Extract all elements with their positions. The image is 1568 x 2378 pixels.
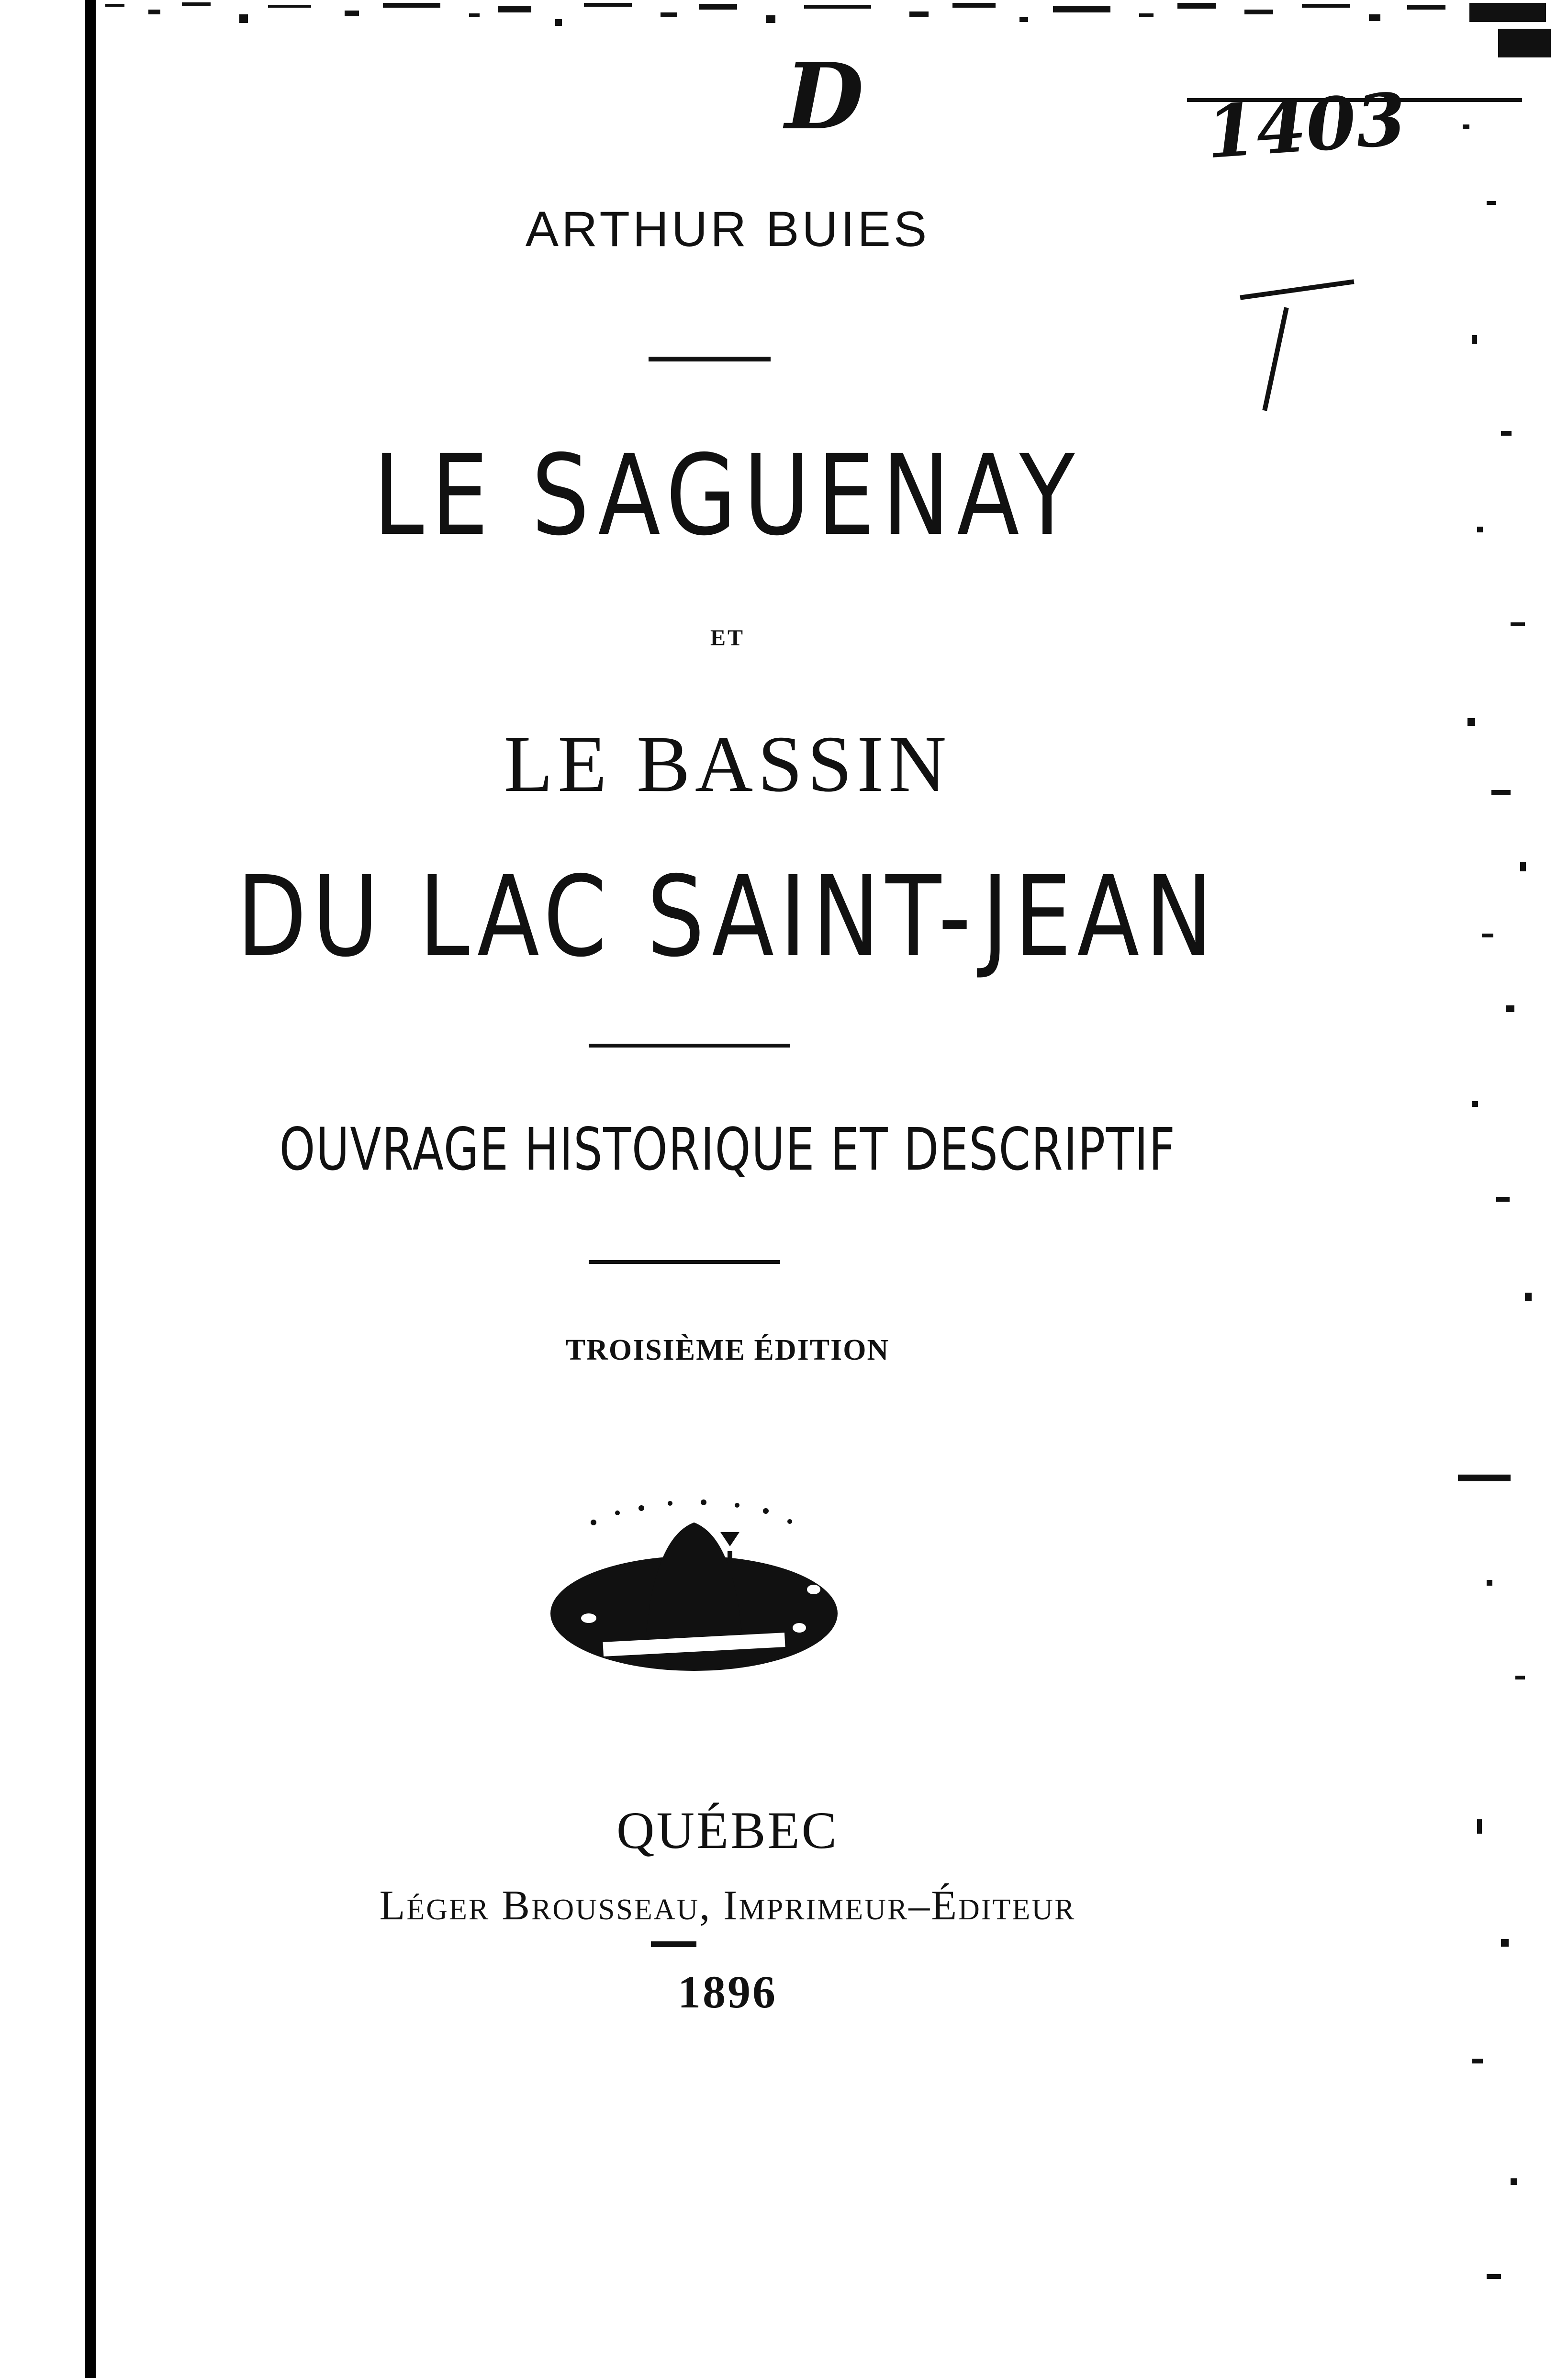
divider-rule [649, 357, 771, 361]
author-name: ARTHUR BUIES [525, 202, 930, 257]
handwritten-mark-stem [1262, 307, 1289, 411]
printer-vignette-beehive [546, 1494, 842, 1680]
divider-rule [651, 1941, 696, 1947]
subtitle: OUVRAGE HISTORIQUE ET DESCRIPTIF [279, 1116, 1176, 1183]
title-line-1: LE SAGUENAY [373, 431, 1082, 560]
handwritten-mark-bar [1240, 279, 1354, 300]
title-line-2: LE BASSIN [504, 720, 952, 809]
divider-rule [589, 1260, 780, 1264]
shelf-number-annotation: 1403 [1203, 77, 1409, 175]
publication-city: QUÉBEC [616, 1801, 839, 1860]
binding-edge [85, 0, 96, 2378]
publication-year: 1896 [678, 1966, 777, 2017]
scan-margin [0, 0, 85, 2378]
publisher-name: Léger Brousseau, Imprimeur–Éditeur [379, 1882, 1076, 1929]
title-conjunction: ET [710, 625, 745, 651]
divider-rule [589, 1044, 790, 1048]
scan-noise-right [1458, 0, 1568, 2378]
edition-label: TROISIÈME ÉDITION [565, 1334, 890, 1366]
shelf-letter-annotation: D [785, 43, 864, 150]
title-line-3: DU LAC SAINT-JEAN [236, 852, 1219, 981]
